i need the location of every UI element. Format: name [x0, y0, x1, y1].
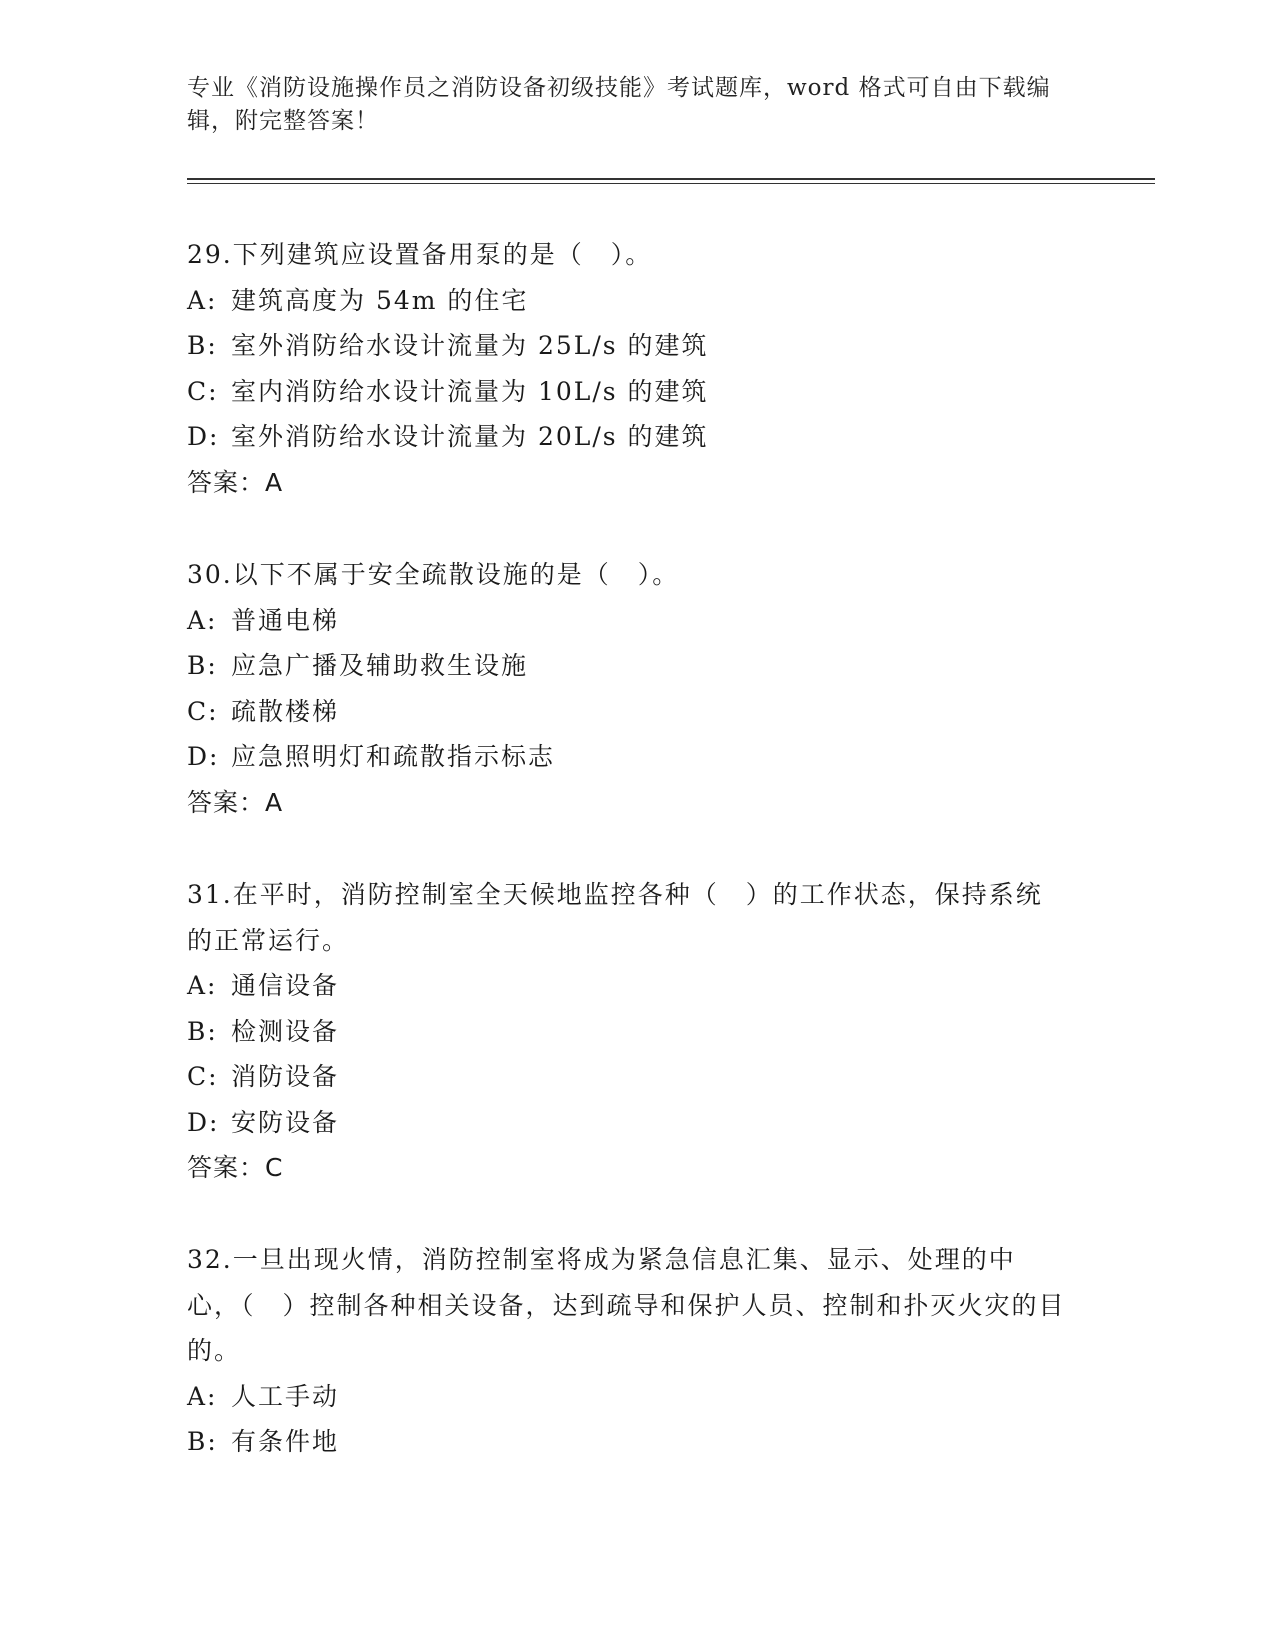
option-b	[187, 643, 1067, 689]
option-text: 普通电梯	[231, 605, 340, 635]
header-divider-thick	[187, 178, 1155, 180]
question-32	[187, 1237, 1067, 1465]
option-a	[187, 963, 1067, 1009]
option-text: 有条件地	[231, 1427, 340, 1456]
option-b	[187, 323, 1067, 369]
option-d	[187, 1100, 1067, 1146]
option-a	[187, 278, 1067, 324]
option-letter: A:	[187, 1381, 218, 1411]
option-letter: C:	[187, 696, 219, 726]
option-b	[187, 1009, 1067, 1055]
option-letter: C:	[187, 376, 219, 406]
option-text: 通信设备	[231, 971, 340, 1000]
option-letter: B:	[187, 651, 218, 680]
option-b	[187, 1419, 1067, 1465]
option-text: 检测设备	[231, 1016, 340, 1046]
option-text: 消防设备	[231, 1062, 340, 1091]
option-c	[187, 369, 1067, 415]
document-header: 专业《消防设施操作员之消防设备初级技能》考试题库，word 格式可自由下载编辑，附完整答案！	[187, 75, 1051, 134]
option-letter: A:	[187, 285, 218, 315]
option-letter: D:	[187, 742, 220, 771]
option-text: 应急照明灯和疏散指示标志	[231, 742, 556, 771]
option-letter: A:	[187, 605, 218, 635]
question-stem: 32.一旦出现火情，消防控制室将成为紧急信息汇集、显示、处理的中心，（ ）控制各种相关设备，达到疏导和保护人员、控制和扑灭火灾的目的。	[187, 1245, 1066, 1365]
option-letter: B:	[187, 331, 218, 360]
option-letter: B:	[187, 1427, 218, 1456]
option-letter: D:	[187, 1107, 220, 1137]
option-d	[187, 734, 1067, 780]
option-text: 人工手动	[231, 1381, 340, 1411]
question-31	[187, 872, 1067, 1191]
option-text: 室外消防给水设计流量为 20L/s 的建筑	[231, 422, 709, 451]
answer-line: 答案：A	[187, 467, 284, 497]
option-letter: D:	[187, 422, 220, 451]
question-30	[187, 552, 1067, 825]
option-text: 疏散楼梯	[231, 696, 340, 726]
option-a	[187, 598, 1067, 644]
option-text: 建筑高度为 54m 的住宅	[231, 285, 529, 315]
option-c	[187, 1054, 1067, 1100]
answer-line: 答案：C	[187, 1153, 284, 1182]
option-text: 室内消防给水设计流量为 10L/s 的建筑	[231, 376, 709, 406]
question-stem: 31.在平时，消防控制室全天候地监控各种（ ）的工作状态，保持系统的正常运行。	[187, 880, 1043, 955]
option-letter: C:	[187, 1062, 219, 1091]
header-divider-thin	[187, 183, 1155, 184]
option-letter: A:	[187, 971, 218, 1000]
option-d	[187, 414, 1067, 460]
option-text: 安防设备	[231, 1107, 340, 1137]
option-a	[187, 1374, 1067, 1420]
question-29	[187, 232, 1067, 505]
option-text: 应急广播及辅助救生设施	[231, 651, 529, 680]
option-c	[187, 689, 1067, 735]
option-letter: B:	[187, 1016, 218, 1046]
question-stem: 29.下列建筑应设置备用泵的是（ ）。	[187, 240, 653, 269]
option-text: 室外消防给水设计流量为 25L/s 的建筑	[231, 331, 709, 360]
answer-line: 答案：A	[187, 787, 284, 817]
question-stem: 30.以下不属于安全疏散设施的是（ ）。	[187, 560, 680, 589]
